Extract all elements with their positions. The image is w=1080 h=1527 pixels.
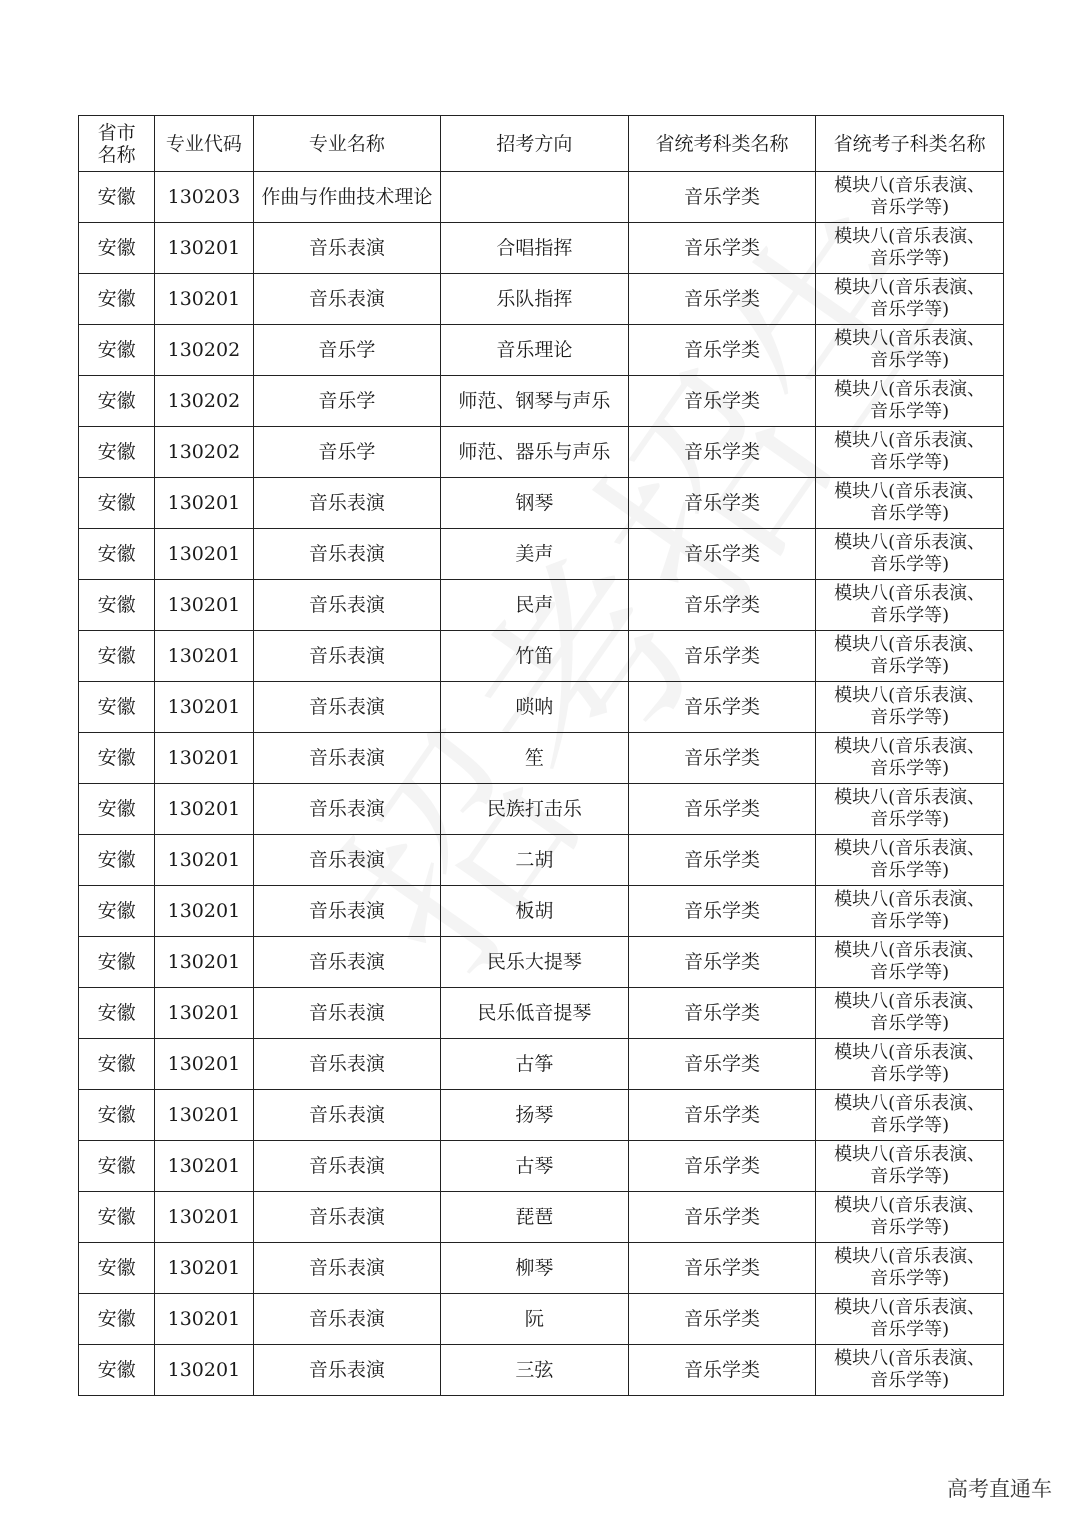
cell-category: 音乐学类 [628, 1243, 816, 1294]
cell-subcategory [816, 1243, 1004, 1294]
cell-code: 130201 [155, 1243, 253, 1294]
subcategory-line2: 音乐学等) [870, 503, 950, 524]
table-row [79, 784, 1004, 835]
cell-subcategory [816, 172, 1004, 223]
subcategory-line1: 模块八(音乐表演、 [834, 991, 986, 1012]
cell-code: 130202 [155, 325, 253, 376]
cell-code: 130201 [155, 274, 253, 325]
subcategory-line1: 模块八(音乐表演、 [834, 1246, 986, 1267]
subcategory-line2: 音乐学等) [870, 554, 950, 575]
cell-subcategory [816, 1039, 1004, 1090]
subcategory-line2: 音乐学等) [870, 1370, 950, 1391]
subcategory-line2: 音乐学等) [870, 197, 950, 218]
cell-code: 130202 [155, 427, 253, 478]
cell-subcategory [816, 1345, 1004, 1396]
cell-direction: 音乐理论 [441, 325, 629, 376]
cell-subcategory [816, 1294, 1004, 1345]
subcategory-line1: 模块八(音乐表演、 [834, 328, 986, 349]
subcategory-line1: 模块八(音乐表演、 [834, 1042, 986, 1063]
cell-code: 130201 [155, 1090, 253, 1141]
cell-code: 130201 [155, 1294, 253, 1345]
header-province-line2: 名称 [97, 143, 136, 166]
subcategory-line2: 音乐学等) [870, 1115, 950, 1136]
cell-direction: 古筝 [441, 1039, 629, 1090]
subcategory-line2: 音乐学等) [870, 1268, 950, 1289]
table-row [79, 478, 1004, 529]
subcategory-line2: 音乐学等) [870, 1166, 950, 1187]
cell-category: 音乐学类 [628, 580, 816, 631]
cell-direction: 三弦 [441, 1345, 629, 1396]
cell-subcategory [816, 1192, 1004, 1243]
cell-direction: 古琴 [441, 1141, 629, 1192]
cell-direction: 笙 [441, 733, 629, 784]
cell-major: 音乐表演 [253, 1243, 441, 1294]
table-row [79, 1039, 1004, 1090]
table-row [79, 1243, 1004, 1294]
cell-major: 音乐学 [253, 427, 441, 478]
subcategory-line1: 模块八(音乐表演、 [834, 1348, 986, 1369]
table-row [79, 172, 1004, 223]
subcategory-line1: 模块八(音乐表演、 [834, 430, 986, 451]
cell-direction: 乐队指挥 [441, 274, 629, 325]
subcategory-line1: 模块八(音乐表演、 [834, 838, 986, 859]
table-row [79, 580, 1004, 631]
table-header-row [79, 116, 1004, 172]
cell-subcategory [816, 784, 1004, 835]
cell-category: 音乐学类 [628, 682, 816, 733]
cell-major: 音乐表演 [253, 1090, 441, 1141]
cell-direction: 合唱指挥 [441, 223, 629, 274]
header-province-line1: 省市 [97, 121, 136, 144]
cell-code: 130201 [155, 1192, 253, 1243]
cell-subcategory [816, 274, 1004, 325]
cell-province: 安徽 [79, 478, 155, 529]
cell-province: 安徽 [79, 580, 155, 631]
cell-province: 安徽 [79, 682, 155, 733]
cell-direction: 师范、钢琴与声乐 [441, 376, 629, 427]
cell-category: 音乐学类 [628, 784, 816, 835]
cell-code: 130201 [155, 529, 253, 580]
header-province [79, 116, 155, 172]
cell-category: 音乐学类 [628, 1039, 816, 1090]
cell-province: 安徽 [79, 223, 155, 274]
cell-province: 安徽 [79, 274, 155, 325]
cell-major: 音乐表演 [253, 784, 441, 835]
cell-direction: 扬琴 [441, 1090, 629, 1141]
cell-major: 音乐表演 [253, 631, 441, 682]
cell-direction: 民声 [441, 580, 629, 631]
subcategory-line1: 模块八(音乐表演、 [834, 481, 986, 502]
subcategory-line2: 音乐学等) [870, 656, 950, 677]
subcategory-line1: 模块八(音乐表演、 [834, 889, 986, 910]
cell-province: 安徽 [79, 988, 155, 1039]
cell-major: 音乐表演 [253, 529, 441, 580]
table-row [79, 427, 1004, 478]
subcategory-line1: 模块八(音乐表演、 [834, 1144, 986, 1165]
cell-subcategory [816, 682, 1004, 733]
table-row [79, 1090, 1004, 1141]
subcategory-line1: 模块八(音乐表演、 [834, 736, 986, 757]
cell-major: 音乐表演 [253, 223, 441, 274]
cell-code: 130203 [155, 172, 253, 223]
cell-code: 130201 [155, 886, 253, 937]
subcategory-line2: 音乐学等) [870, 1064, 950, 1085]
table-row [79, 631, 1004, 682]
subcategory-line2: 音乐学等) [870, 401, 950, 422]
cell-category: 音乐学类 [628, 1141, 816, 1192]
cell-province: 安徽 [79, 835, 155, 886]
table-row [79, 682, 1004, 733]
table-row [79, 1345, 1004, 1396]
subcategory-line1: 模块八(音乐表演、 [834, 1195, 986, 1216]
table-row [79, 1141, 1004, 1192]
cell-province: 安徽 [79, 376, 155, 427]
cell-province: 安徽 [79, 631, 155, 682]
cell-subcategory [816, 223, 1004, 274]
subcategory-line2: 音乐学等) [870, 1013, 950, 1034]
cell-code: 130201 [155, 835, 253, 886]
table-row [79, 529, 1004, 580]
cell-subcategory [816, 1090, 1004, 1141]
cell-direction: 板胡 [441, 886, 629, 937]
subcategory-line1: 模块八(音乐表演、 [834, 634, 986, 655]
cell-category: 音乐学类 [628, 172, 816, 223]
subcategory-line2: 音乐学等) [870, 962, 950, 983]
subcategory-line1: 模块八(音乐表演、 [834, 226, 986, 247]
cell-direction: 民乐低音提琴 [441, 988, 629, 1039]
cell-subcategory [816, 733, 1004, 784]
subcategory-line2: 音乐学等) [870, 248, 950, 269]
cell-code: 130201 [155, 1141, 253, 1192]
cell-code: 130201 [155, 988, 253, 1039]
cell-major: 音乐表演 [253, 937, 441, 988]
subcategory-line2: 音乐学等) [870, 1319, 950, 1340]
cell-major: 音乐学 [253, 376, 441, 427]
cell-major: 音乐表演 [253, 1294, 441, 1345]
table-row [79, 376, 1004, 427]
cell-category: 音乐学类 [628, 223, 816, 274]
cell-subcategory [816, 835, 1004, 886]
header-subcategory: 省统考子科类名称 [816, 116, 1004, 172]
cell-direction: 民乐大提琴 [441, 937, 629, 988]
cell-category: 音乐学类 [628, 733, 816, 784]
cell-subcategory [816, 1141, 1004, 1192]
cell-direction: 竹笛 [441, 631, 629, 682]
header-direction: 招考方向 [441, 116, 629, 172]
cell-direction: 钢琴 [441, 478, 629, 529]
cell-code: 130201 [155, 631, 253, 682]
cell-direction [441, 172, 629, 223]
cell-major: 音乐表演 [253, 733, 441, 784]
cell-major: 音乐表演 [253, 1345, 441, 1396]
cell-province: 安徽 [79, 733, 155, 784]
cell-category: 音乐学类 [628, 1090, 816, 1141]
subcategory-line1: 模块八(音乐表演、 [834, 1297, 986, 1318]
cell-subcategory [816, 427, 1004, 478]
cell-province: 安徽 [79, 1345, 155, 1396]
cell-subcategory [816, 631, 1004, 682]
cell-province: 安徽 [79, 1192, 155, 1243]
cell-category: 音乐学类 [628, 529, 816, 580]
header-major: 专业名称 [253, 116, 441, 172]
cell-code: 130201 [155, 1039, 253, 1090]
subcategory-line2: 音乐学等) [870, 1217, 950, 1238]
cell-direction: 琵琶 [441, 1192, 629, 1243]
cell-code: 130201 [155, 1345, 253, 1396]
cell-major: 作曲与作曲技术理论 [253, 172, 441, 223]
cell-major: 音乐表演 [253, 274, 441, 325]
table-body [79, 172, 1004, 1396]
header-category: 省统考科类名称 [628, 116, 816, 172]
cell-code: 130201 [155, 682, 253, 733]
cell-code: 130202 [155, 376, 253, 427]
cell-category: 音乐学类 [628, 937, 816, 988]
cell-province: 安徽 [79, 1090, 155, 1141]
cell-category: 音乐学类 [628, 631, 816, 682]
table-row [79, 325, 1004, 376]
cell-major: 音乐表演 [253, 988, 441, 1039]
cell-subcategory [816, 478, 1004, 529]
table-row [79, 223, 1004, 274]
cell-major: 音乐表演 [253, 580, 441, 631]
cell-province: 安徽 [79, 529, 155, 580]
cell-category: 音乐学类 [628, 376, 816, 427]
table-row [79, 988, 1004, 1039]
footer-brand: 高考直通车 [947, 1477, 1052, 1501]
subcategory-line2: 音乐学等) [870, 605, 950, 626]
table-row [79, 886, 1004, 937]
cell-subcategory [816, 529, 1004, 580]
table-row [79, 1192, 1004, 1243]
cell-subcategory [816, 580, 1004, 631]
subcategory-line1: 模块八(音乐表演、 [834, 175, 986, 196]
cell-province: 安徽 [79, 427, 155, 478]
cell-code: 130201 [155, 223, 253, 274]
table-row [79, 274, 1004, 325]
cell-province: 安徽 [79, 1294, 155, 1345]
cell-major: 音乐表演 [253, 682, 441, 733]
subcategory-line2: 音乐学等) [870, 860, 950, 881]
cell-major: 音乐表演 [253, 1192, 441, 1243]
admissions-table [78, 115, 1004, 1396]
cell-major: 音乐表演 [253, 886, 441, 937]
cell-code: 130201 [155, 478, 253, 529]
cell-subcategory [816, 886, 1004, 937]
cell-category: 音乐学类 [628, 1294, 816, 1345]
cell-code: 130201 [155, 937, 253, 988]
cell-major: 音乐表演 [253, 835, 441, 886]
cell-province: 安徽 [79, 1243, 155, 1294]
cell-major: 音乐表演 [253, 478, 441, 529]
subcategory-line2: 音乐学等) [870, 707, 950, 728]
cell-category: 音乐学类 [628, 478, 816, 529]
cell-province: 安徽 [79, 1141, 155, 1192]
cell-category: 音乐学类 [628, 427, 816, 478]
cell-direction: 二胡 [441, 835, 629, 886]
subcategory-line1: 模块八(音乐表演、 [834, 940, 986, 961]
subcategory-line1: 模块八(音乐表演、 [834, 379, 986, 400]
cell-subcategory [816, 988, 1004, 1039]
cell-subcategory [816, 376, 1004, 427]
cell-code: 130201 [155, 580, 253, 631]
cell-province: 安徽 [79, 172, 155, 223]
cell-direction: 师范、器乐与声乐 [441, 427, 629, 478]
header-code: 专业代码 [155, 116, 253, 172]
subcategory-line1: 模块八(音乐表演、 [834, 787, 986, 808]
subcategory-line2: 音乐学等) [870, 758, 950, 779]
cell-province: 安徽 [79, 784, 155, 835]
table-row [79, 937, 1004, 988]
cell-code: 130201 [155, 733, 253, 784]
subcategory-line2: 音乐学等) [870, 350, 950, 371]
cell-category: 音乐学类 [628, 835, 816, 886]
cell-direction: 唢呐 [441, 682, 629, 733]
cell-direction: 民族打击乐 [441, 784, 629, 835]
cell-province: 安徽 [79, 937, 155, 988]
cell-direction: 柳琴 [441, 1243, 629, 1294]
subcategory-line1: 模块八(音乐表演、 [834, 685, 986, 706]
cell-code: 130201 [155, 784, 253, 835]
cell-subcategory [816, 325, 1004, 376]
table-row [79, 1294, 1004, 1345]
cell-direction: 阮 [441, 1294, 629, 1345]
subcategory-line1: 模块八(音乐表演、 [834, 277, 986, 298]
subcategory-line1: 模块八(音乐表演、 [834, 1093, 986, 1114]
cell-category: 音乐学类 [628, 988, 816, 1039]
subcategory-line2: 音乐学等) [870, 452, 950, 473]
cell-category: 音乐学类 [628, 886, 816, 937]
cell-major: 音乐表演 [253, 1141, 441, 1192]
cell-province: 安徽 [79, 1039, 155, 1090]
cell-major: 音乐学 [253, 325, 441, 376]
cell-major: 音乐表演 [253, 1039, 441, 1090]
table-row [79, 733, 1004, 784]
cell-direction: 美声 [441, 529, 629, 580]
subcategory-line2: 音乐学等) [870, 911, 950, 932]
cell-category: 音乐学类 [628, 1192, 816, 1243]
subcategory-line2: 音乐学等) [870, 299, 950, 320]
subcategory-line1: 模块八(音乐表演、 [834, 583, 986, 604]
cell-category: 音乐学类 [628, 325, 816, 376]
subcategory-line1: 模块八(音乐表演、 [834, 532, 986, 553]
cell-province: 安徽 [79, 886, 155, 937]
table-row [79, 835, 1004, 886]
subcategory-line2: 音乐学等) [870, 809, 950, 830]
cell-category: 音乐学类 [628, 1345, 816, 1396]
cell-subcategory [816, 937, 1004, 988]
cell-province: 安徽 [79, 325, 155, 376]
cell-category: 音乐学类 [628, 274, 816, 325]
